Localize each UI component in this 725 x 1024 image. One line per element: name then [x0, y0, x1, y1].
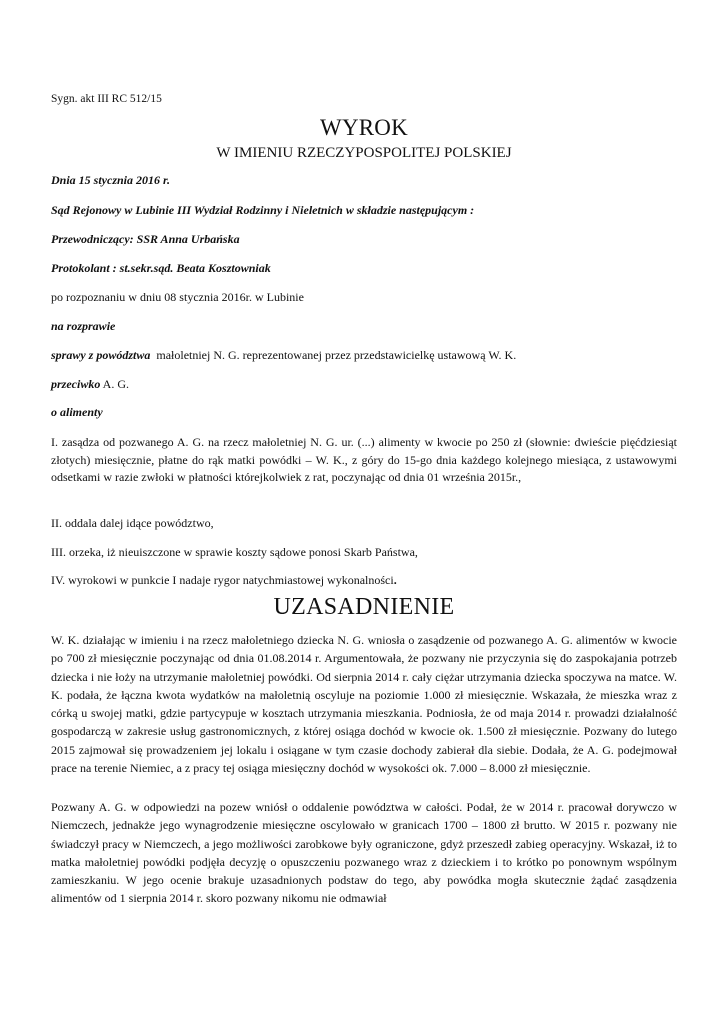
judgment-subtitle: W IMIENIU RZECZYPOSPOLITEJ POLSKIEJ	[216, 145, 512, 161]
judgment-date: Dnia 15 stycznia 2016 r.	[51, 173, 171, 187]
presiding-judge: Przewodniczący: SSR Anna Urbańska	[51, 232, 240, 246]
justification-heading: UZASADNIENIE	[273, 594, 455, 620]
against-line	[51, 377, 129, 392]
ruling-point-2: II. oddala dalej idące powództwo,	[51, 516, 214, 530]
court-clerk: Protokolant : st.sekr.sąd. Beata Kosztowniak	[51, 261, 271, 275]
ruling-point-4-period: .	[393, 573, 397, 587]
ruling-point-1: I. zasądza od pozwanego A. G. na rzecz małoletniej N. G. ur. (...) alimenty w kwocie po 250 zł (słownie: dwieście pięćdziesiąt złotych) miesięcznie, płatne do rąk matki powódki – W. K., z góry do 15-go dnia każdego kolejnego miesiąca, z ustawowymi odsetkami w razie zwłoki w płatności którejkolwiek z rat, poczynając od dnia 01 września 2015r.,	[51, 435, 677, 484]
against-text: A. G.	[100, 377, 130, 391]
ruling-point-4-text: IV. wyrokowi w punkcie I nadaje rygor natychmiastowej wykonalności	[51, 573, 394, 587]
case-signature: Sygn. akt III RC 512/15	[51, 93, 162, 105]
justification-paragraph-1: W. K. działając w imieniu i na rzecz małoletniego dziecka N. G. wniosła o zasądzenie od pozwanego A. G. alimentów w kwocie po 700 zł miesięcznie poczynając od dnia 01.08.2014 r. Argumentowała, że pozwany nie przyczynia się do zaspokajania potrzeb dziecka i nie łoży na utrzymanie małoletniej powódki. Od sierpnia 2014 r. cały ciężar utrzymania dziecka spoczywa na matce. W. K. podała, że łączna kwota wydatków na małoletnią oscyluje na poziomie 1.000 zł miesięcznie. Wskazała, że mieszka wraz z córką u swojej matki, gdzie partycypuje w kosztach utrzymania mieszkania. Podniosła, że od maja 2014 r. prowadzi działalność gospodarczą w zakresie usług gastronomicznych, z której osiąga dochód w kwocie ok. 1.500 zł miesięcznie. Pozwany do lutego 2015 zajmował się prowadzeniem jej lokalu i osiągane w tym czasie dochody zabierał dla siebie. Dodała, że A. G. podejmował prace na terenie Niemiec, a z pracy tej osiąga miesięczny dochód w wysokości ok. 7.000 – 8.000 zł miesięcznie.	[51, 633, 677, 776]
case-line	[51, 348, 516, 363]
ruling-point-4	[51, 573, 397, 588]
case-label: sprawy z powództwa	[51, 348, 151, 362]
justification-paragraph-2: Pozwany A. G. w odpowiedzi na pozew wniósł o oddalenie powództwa w całości. Podał, że w 2014 r. pracował dorywczo w Niemczech, jednakże jego wynagrodzenie miesięczne oscylowało w granicach 1700 – 1800 zł brutto. W 2015 r. pozwany nie świadczył pracy w Niemczech, a jego możliwości zarobkowe były ograniczone, gdyż przeszedł zabieg operacyjny. Wskazał, iż to matka małoletniej powódki podjęła decyzję o opuszczeniu pozwanego wraz z dzieckiem i to krótko po ponownym wspólnym zamieszkaniu. W jego ocenie brakuje uzasadnionych podstaw do tego, aby powódka mogła skutecznie żądać zasądzenia alimentów od 1 sierpnia 2014 r. skoro pozwany nikomu nie odmawiał	[51, 800, 677, 906]
ruling-point-3: III. orzeka, iż nieuiszczone w sprawie koszty sądowe ponosi Skarb Państwa,	[51, 545, 418, 559]
judgment-title: WYROK	[320, 115, 408, 140]
case-subject: o alimenty	[51, 405, 103, 419]
court-composition: Sąd Rejonowy w Lubinie III Wydział Rodzinny i Nieletnich w składzie następującym :	[51, 203, 475, 217]
hearing-info: po rozpoznaniu w dniu 08 stycznia 2016r. w Lubinie	[51, 290, 304, 304]
hearing-type: na rozprawie	[51, 319, 116, 333]
case-text: małoletniej N. G. reprezentowanej przez przedstawicielkę ustawową W. K.	[150, 348, 517, 362]
against-label: przeciwko	[51, 377, 101, 391]
